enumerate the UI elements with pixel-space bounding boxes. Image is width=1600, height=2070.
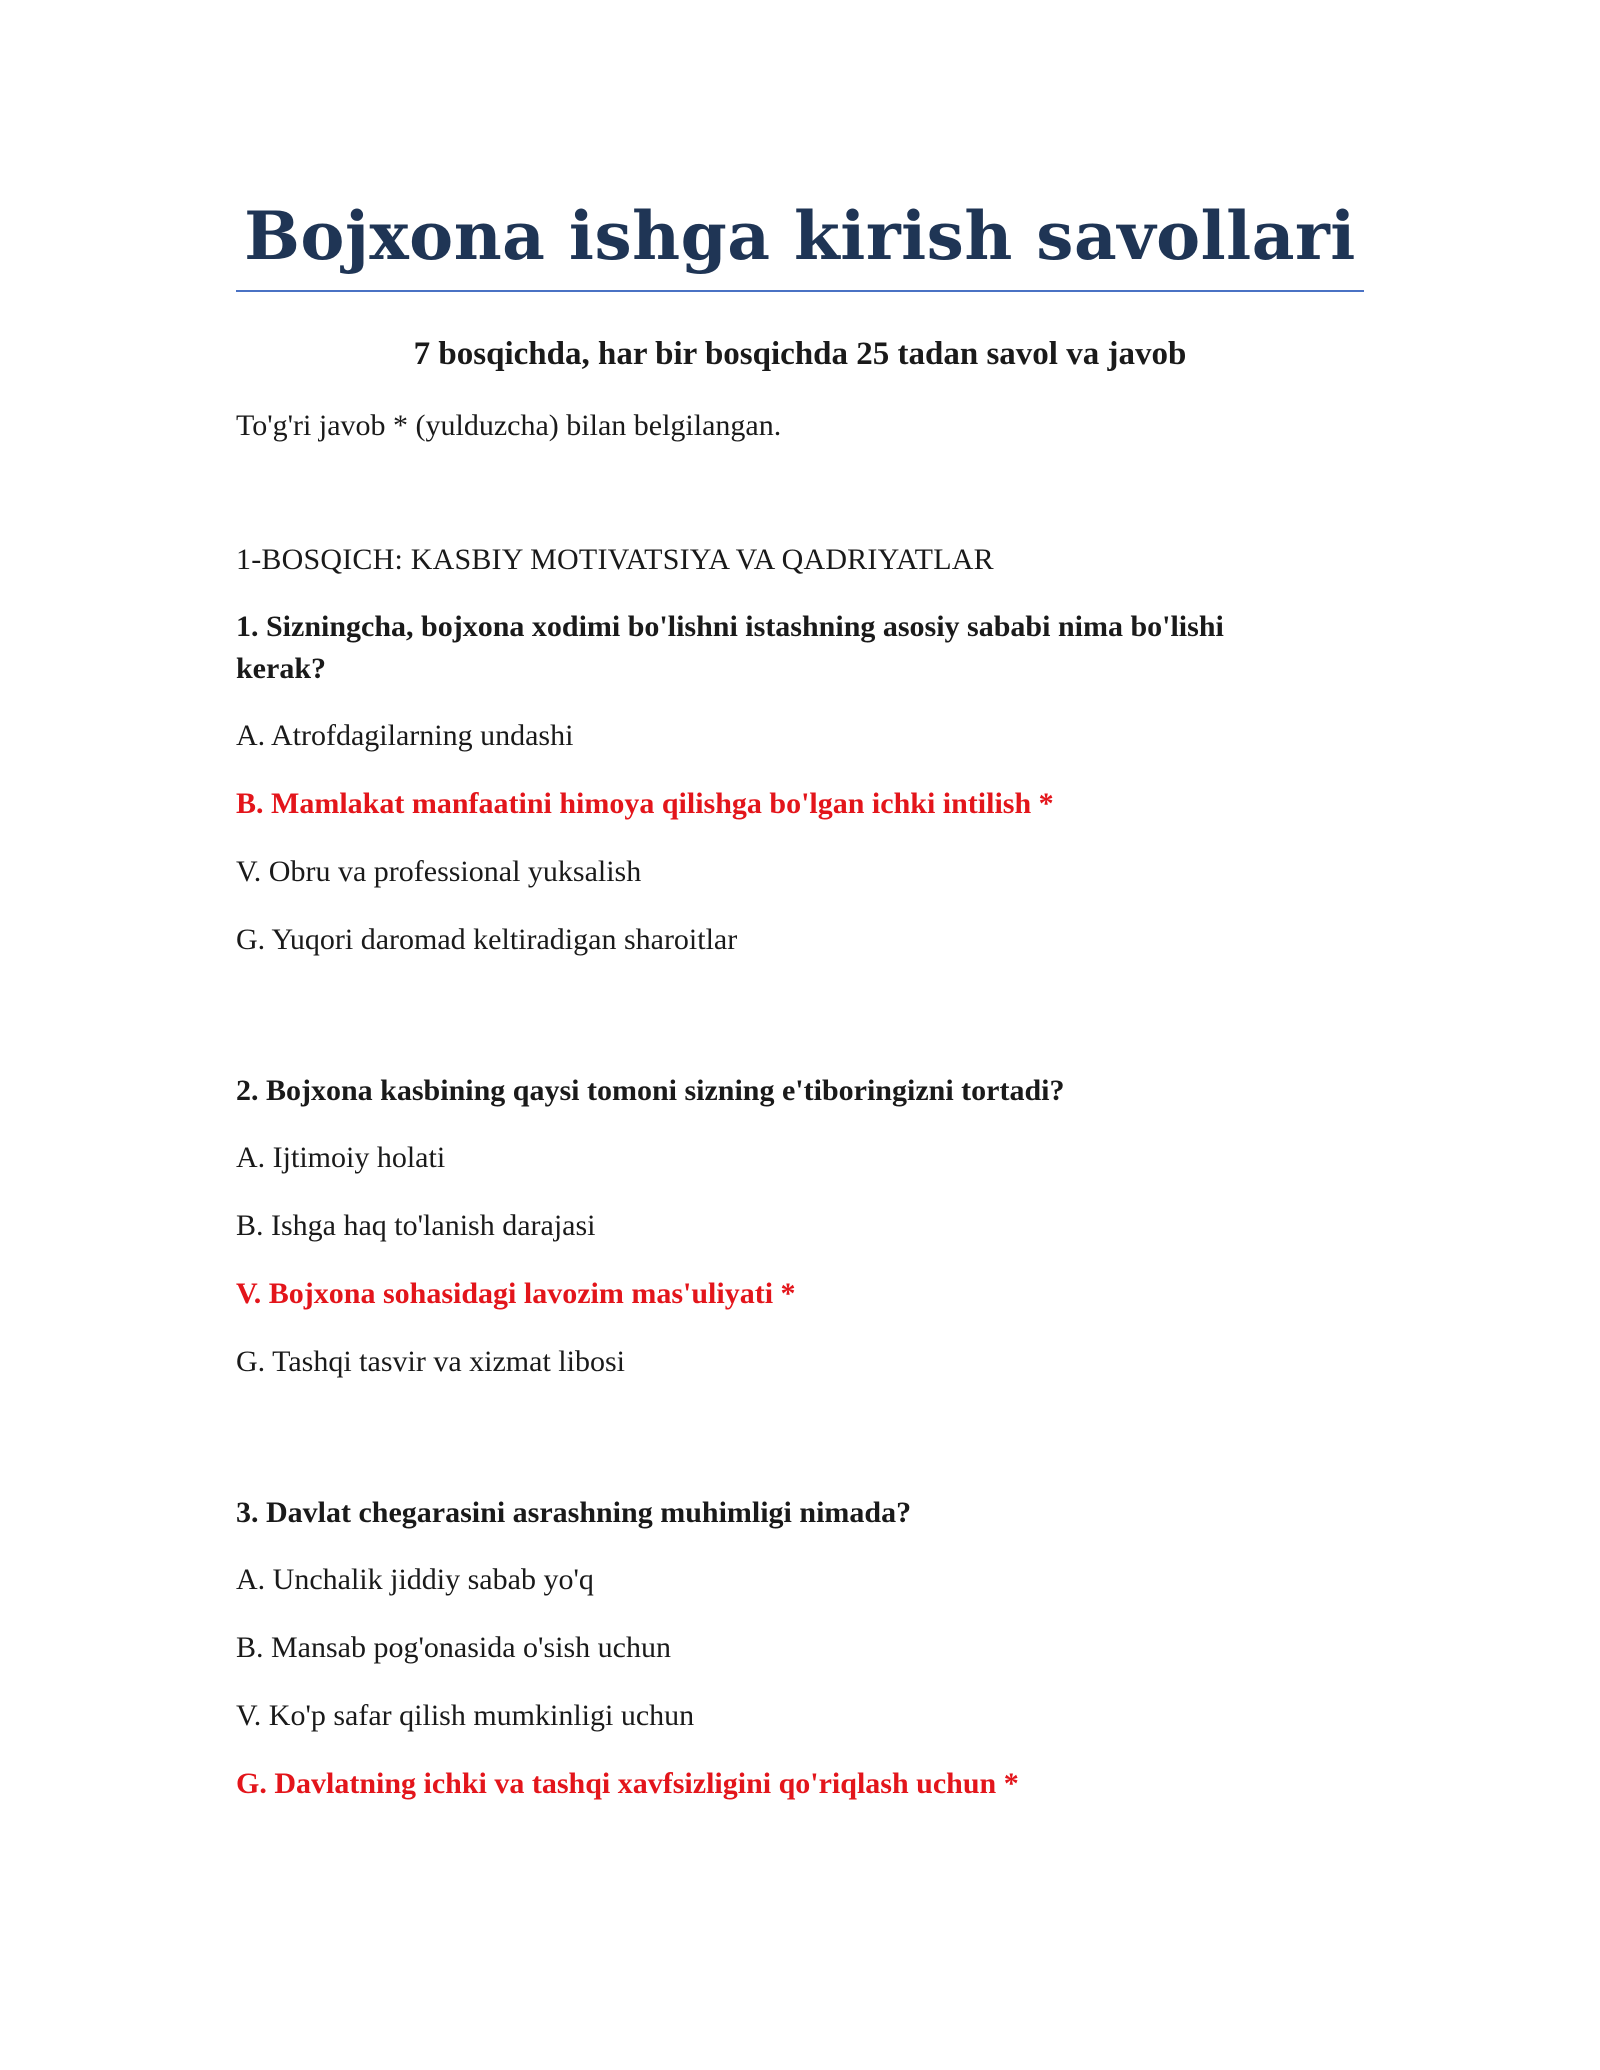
question-spacer	[236, 1002, 1364, 1070]
option-g: G. Tashqi tasvir va xizmat libosi	[236, 1345, 625, 1378]
option-v: V. Obru va professional yuksalish	[236, 855, 642, 888]
question-1	[236, 606, 1364, 962]
option-a: A. Atrofdagilarning undashi	[236, 719, 574, 752]
document-subtitle: 7 bosqichda, har bir bosqichda 25 tadan savol va javob	[413, 336, 1187, 372]
question-spacer	[236, 1424, 1364, 1492]
option-v-correct: V. Bojxona sohasidagi lavozim mas'uliyati *	[236, 1277, 796, 1310]
option-b-correct: B. Mamlakat manfaatini himoya qilishga bo'lgan ichki intilish *	[236, 787, 1054, 820]
question-text: 2. Bojxona kasbining qaysi tomoni sizning e'tiboringizni tortadi?	[236, 1074, 1065, 1107]
option-g-correct: G. Davlatning ichki va tashqi xavfsizligini qo'riqlash uchun *	[236, 1767, 1019, 1800]
option-v: V. Ko'p safar qilish mumkinligi uchun	[236, 1699, 695, 1732]
option-b: B. Mansab pog'onasida o'sish uchun	[236, 1631, 671, 1664]
question-text: 3. Davlat chegarasini asrashning muhimligi nimada?	[236, 1496, 912, 1529]
question-text: 1. Sizningcha, bojxona xodimi bo'lishni istashning asosiy sababi nima bo'lishi kerak?	[236, 610, 1224, 685]
stage-1-section	[236, 538, 1364, 1846]
stage-heading: 1-BOSQICH: KASBIY MOTIVATSIYA VA QADRIYATLAR	[236, 543, 994, 576]
option-b: B. Ishga haq to'lanish darajasi	[236, 1209, 596, 1242]
option-a: A. Ijtimoiy holati	[236, 1141, 446, 1174]
option-a: A. Unchalik jiddiy sabab yo'q	[236, 1563, 594, 1596]
question-3	[236, 1492, 1364, 1806]
document-title: Bojxona ishga kirish savollari	[244, 197, 1356, 275]
option-g: G. Yuqori daromad keltiradigan sharoitlar	[236, 923, 738, 956]
question-2	[236, 1070, 1364, 1384]
answer-key-note: To'g'ri javob * (yulduzcha) bilan belgilangan.	[236, 409, 782, 442]
title-divider	[236, 290, 1364, 292]
